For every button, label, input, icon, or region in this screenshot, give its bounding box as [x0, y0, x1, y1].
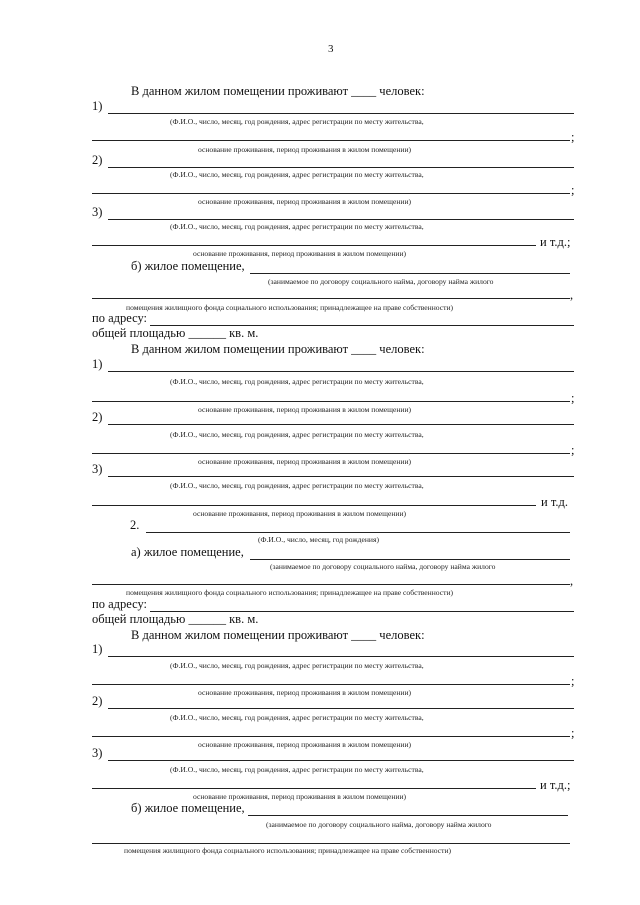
residents-intro: В данном жилом помещении проживают ____ человек:: [131, 342, 425, 356]
fio-caption: (Ф.И.О., число, месяц, год рождения, адрес регистрации по месту жительства,: [170, 713, 424, 722]
fio-caption: (Ф.И.О., число, месяц, год рождения, адрес регистрации по месту жительства,: [170, 430, 424, 439]
premises-caption: (занимаемое по договору социального найма, договору найма жилого: [266, 820, 492, 829]
resident-number: 3): [92, 205, 103, 219]
address-label: по адресу:: [92, 597, 148, 611]
resident-number: 2): [92, 153, 103, 167]
resident-number: 3): [92, 462, 103, 476]
line-end: ;: [571, 726, 575, 740]
family-member-line: [146, 532, 570, 533]
resident-basis-line: [92, 140, 570, 141]
premises-caption: помещения жилищного фонда социального использования; принадлежащее на праве собственности): [126, 588, 454, 597]
premises-caption: помещения жилищного фонда социального использования; принадлежащее на праве собственности): [124, 846, 452, 855]
resident-fio-line: [108, 113, 574, 114]
resident-basis-line: [92, 788, 536, 789]
premises-line: [250, 273, 570, 274]
fio-caption: (Ф.И.О., число, месяц, год рождения, адрес регистрации по месту жительства,: [170, 765, 424, 774]
fio-caption: (Ф.И.О., число, месяц, год рождения, адрес регистрации по месту жительства,: [170, 377, 424, 386]
basis-caption: основание проживания, период проживания в жилом помещении): [193, 249, 407, 258]
premises-line: [92, 298, 570, 299]
line-end: и т.д.;: [540, 235, 571, 249]
fio-caption: (Ф.И.О., число, месяц, год рождения, адрес регистрации по месту жительства,: [170, 170, 424, 179]
resident-number: 2): [92, 694, 103, 708]
premises-label: б) жилое помещение,: [131, 801, 245, 815]
resident-fio-line: [108, 219, 574, 220]
line-end: и т.д.;: [540, 778, 571, 792]
basis-caption: основание проживания, период проживания в жилом помещении): [193, 792, 407, 801]
premises-caption: (занимаемое по договору социального найма, договору найма жилого: [270, 562, 496, 571]
address-label: по адресу:: [92, 311, 148, 325]
resident-basis-line: [92, 193, 570, 194]
resident-number: 3): [92, 746, 103, 760]
residents-intro: В данном жилом помещении проживают ____ человек:: [131, 84, 425, 98]
premises-line: [248, 815, 568, 816]
resident-number: 1): [92, 99, 103, 113]
premises-line: [92, 843, 570, 844]
line-end: ;: [571, 443, 575, 457]
line-end: ;: [571, 674, 575, 688]
area-label: общей площадью ______ кв. м.: [92, 326, 259, 340]
line-end: ;: [571, 183, 575, 197]
basis-caption: основание проживания, период проживания в жилом помещении): [198, 740, 412, 749]
basis-caption: основание проживания, период проживания в жилом помещении): [198, 688, 412, 697]
line-end: ;: [571, 130, 575, 144]
family-member-number: 2.: [130, 518, 140, 532]
premises-line: [92, 584, 570, 585]
resident-fio-line: [108, 708, 574, 709]
basis-caption: основание проживания, период проживания в жилом помещении): [198, 405, 412, 414]
resident-fio-line: [108, 371, 574, 372]
fio-caption: (Ф.И.О., число, месяц, год рождения, адрес регистрации по месту жительства,: [170, 117, 424, 126]
resident-fio-line: [108, 167, 574, 168]
resident-basis-line: [92, 453, 570, 454]
resident-number: 1): [92, 357, 103, 371]
basis-caption: основание проживания, период проживания в жилом помещении): [193, 509, 407, 518]
premises-line: [250, 559, 570, 560]
basis-caption: основание проживания, период проживания в жилом помещении): [198, 145, 412, 154]
line-end: ;: [571, 391, 575, 405]
resident-basis-line: [92, 245, 536, 246]
fio-caption: (Ф.И.О., число, месяц, год рождения, адрес регистрации по месту жительства,: [170, 661, 424, 670]
premises-caption: (занимаемое по договору социального найма, договору найма жилого: [268, 277, 494, 286]
fio-caption: (Ф.И.О., число, месяц, год рождения, адрес регистрации по месту жительства,: [170, 222, 424, 231]
resident-fio-line: [108, 656, 574, 657]
resident-basis-line: [92, 505, 536, 506]
fio-caption: (Ф.И.О., число, месяц, год рождения, адрес регистрации по месту жительства,: [170, 481, 424, 490]
premises-label: а) жилое помещение,: [131, 545, 244, 559]
resident-fio-line: [108, 424, 574, 425]
resident-fio-line: [108, 760, 574, 761]
line-end: и т.д.: [541, 495, 568, 509]
resident-number: 2): [92, 410, 103, 424]
resident-number: 1): [92, 642, 103, 656]
basis-caption: основание проживания, период проживания в жилом помещении): [198, 457, 412, 466]
basis-caption: основание проживания, период проживания в жилом помещении): [198, 197, 412, 206]
line-end: ,: [570, 288, 574, 302]
resident-fio-line: [108, 476, 574, 477]
residents-intro: В данном жилом помещении проживают ____ человек:: [131, 628, 425, 642]
resident-basis-line: [92, 684, 570, 685]
page-number: 3: [328, 43, 334, 55]
family-member-caption: (Ф.И.О., число, месяц, год рождения): [258, 535, 380, 544]
area-label: общей площадью ______ кв. м.: [92, 612, 259, 626]
premises-label: б) жилое помещение,: [131, 259, 245, 273]
line-end: ,: [570, 574, 574, 588]
premises-caption: помещения жилищного фонда социального использования; принадлежащее на праве собственности): [126, 303, 454, 312]
resident-basis-line: [92, 736, 570, 737]
resident-basis-line: [92, 401, 570, 402]
